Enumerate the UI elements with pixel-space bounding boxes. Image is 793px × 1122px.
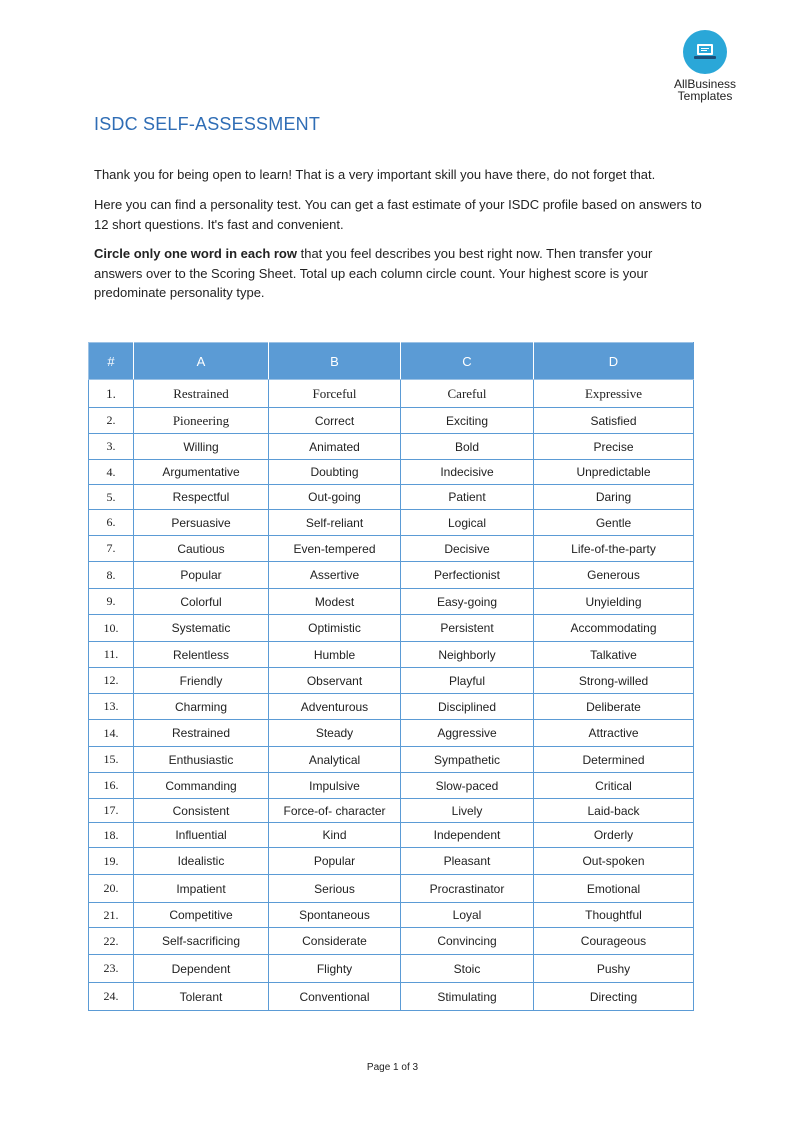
cell-a[interactable]: Enthusiastic [134,747,269,773]
cell-d[interactable]: Directing [534,983,694,1011]
cell-b[interactable]: Conventional [269,983,401,1011]
row-number: 19. [89,848,134,875]
cell-a[interactable]: Pioneering [134,408,269,434]
cell-c[interactable]: Sympathetic [401,747,534,773]
row-number: 21. [89,903,134,928]
row-number: 3. [89,434,134,460]
row-number: 8. [89,562,134,589]
row-number: 22. [89,928,134,955]
cell-b[interactable]: Self-reliant [269,510,401,536]
cell-b[interactable]: Even-tempered [269,536,401,562]
cell-b[interactable]: Steady [269,720,401,747]
cell-c[interactable]: Logical [401,510,534,536]
cell-d[interactable]: Daring [534,485,694,510]
cell-d[interactable]: Talkative [534,642,694,668]
cell-b[interactable]: Force-of- character [269,799,401,823]
cell-c[interactable]: Aggressive [401,720,534,747]
header-column-b: B [269,343,401,380]
page-number: Page 1 of 3 [366,1062,419,1073]
table-row [89,823,694,848]
cell-b[interactable]: Analytical [269,747,401,773]
table-row [89,380,694,408]
header-column-a: A [134,343,269,380]
row-number: 18. [89,823,134,848]
cell-a[interactable]: Friendly [134,668,269,694]
row-number: 9. [89,589,134,615]
cell-b[interactable]: Spontaneous [269,903,401,928]
table-row [89,694,694,720]
document-title: ISDC SELF-ASSESSMENT [94,114,321,134]
table-row [89,903,694,928]
cell-b[interactable]: Forceful [269,380,401,408]
row-number: 15. [89,747,134,773]
cell-d[interactable]: Satisfied [534,408,694,434]
row-number: 14. [89,720,134,747]
cell-c[interactable]: Perfectionist [401,562,534,589]
cell-d[interactable]: Orderly [534,823,694,848]
cell-a[interactable]: Popular [134,562,269,589]
cell-a[interactable]: Cautious [134,536,269,562]
cell-d[interactable]: Unyielding [534,589,694,615]
laptop-icon [694,43,716,61]
cell-d[interactable]: Critical [534,773,694,799]
table-row [89,589,694,615]
row-number: 7. [89,536,134,562]
circle-instruction-rest: that you feel describes you best right now. Then transfer your answers over to the Scoring Sheet. Total up each column circle count. Your highest score is your predominate personality type. [94,246,653,300]
cell-d[interactable]: Strong-willed [534,668,694,694]
cell-a[interactable]: Systematic [134,615,269,642]
row-number: 24. [89,983,134,1011]
row-number: 23. [89,955,134,983]
table-row [89,434,694,460]
cell-c[interactable]: Convincing [401,928,534,955]
row-number: 12. [89,668,134,694]
circle-instructions-paragraph [94,244,704,303]
row-number: 4. [89,460,134,485]
cell-b[interactable]: Observant [269,668,401,694]
cell-d[interactable]: Deliberate [534,694,694,720]
cell-b[interactable]: Out-going [269,485,401,510]
cell-a[interactable]: Restrained [134,380,269,408]
cell-d[interactable]: Emotional [534,875,694,903]
cell-d[interactable]: Accommodating [534,615,694,642]
cell-d[interactable]: Generous [534,562,694,589]
table-row [89,536,694,562]
cell-c[interactable]: Decisive [401,536,534,562]
cell-c[interactable]: Careful [401,380,534,408]
cell-d[interactable]: Courageous [534,928,694,955]
cell-c[interactable]: Stimulating [401,983,534,1011]
cell-a[interactable]: Argumentative [134,460,269,485]
cell-a[interactable]: Commanding [134,773,269,799]
cell-a[interactable]: Dependent [134,955,269,983]
cell-a[interactable]: Competitive [134,903,269,928]
cell-c[interactable]: Slow-paced [401,773,534,799]
cell-b[interactable]: Assertive [269,562,401,589]
row-number: 2. [89,408,134,434]
cell-b[interactable]: Impulsive [269,773,401,799]
cell-c[interactable]: Easy-going [401,589,534,615]
cell-d[interactable]: Precise [534,434,694,460]
cell-b[interactable]: Modest [269,589,401,615]
cell-a[interactable]: Willing [134,434,269,460]
cell-a[interactable]: Relentless [134,642,269,668]
cell-b[interactable]: Humble [269,642,401,668]
cell-b[interactable]: Kind [269,823,401,848]
table-row [89,460,694,485]
cell-c[interactable]: Lively [401,799,534,823]
table-row [89,799,694,823]
cell-b[interactable]: Considerate [269,928,401,955]
cell-a[interactable]: Respectful [134,485,269,510]
cell-c[interactable]: Stoic [401,955,534,983]
table-row [89,720,694,747]
cell-c[interactable]: Disciplined [401,694,534,720]
cell-c[interactable]: Independent [401,823,534,848]
table-header-row [89,343,694,380]
logo-text-line2: Templates [677,89,733,103]
cell-b[interactable]: Animated [269,434,401,460]
row-number: 16. [89,773,134,799]
circle-instruction-bold: Circle only one word in each row [94,246,297,261]
row-number: 17. [89,799,134,823]
table-row [89,485,694,510]
cell-a[interactable]: Impatient [134,875,269,903]
cell-b[interactable]: Flighty [269,955,401,983]
logo-badge [683,30,727,74]
cell-a[interactable]: Restrained [134,720,269,747]
cell-d[interactable]: Attractive [534,720,694,747]
cell-c[interactable]: Pleasant [401,848,534,875]
table-row [89,615,694,642]
row-number: 10. [89,615,134,642]
cell-b[interactable]: Doubting [269,460,401,485]
row-number: 13. [89,694,134,720]
cell-d[interactable]: Pushy [534,955,694,983]
header-number: # [89,343,134,380]
table-row [89,928,694,955]
brand-logo [672,30,738,102]
cell-a[interactable]: Consistent [134,799,269,823]
cell-d[interactable]: Gentle [534,510,694,536]
logo-text-line1: AllBusiness [673,77,737,91]
table-row [89,668,694,694]
table-row [89,510,694,536]
table-row [89,773,694,799]
cell-a[interactable]: Idealistic [134,848,269,875]
cell-c[interactable]: Procrastinator [401,875,534,903]
cell-c[interactable]: Indecisive [401,460,534,485]
cell-a[interactable]: Self-sacrificing [134,928,269,955]
cell-c[interactable]: Playful [401,668,534,694]
table-row [89,642,694,668]
header-column-d: D [534,343,694,380]
row-number: 11. [89,642,134,668]
intro-paragraph: Thank you for being open to learn! That is a very important skill you have there, do not forget that. [94,167,656,182]
cell-c[interactable]: Bold [401,434,534,460]
cell-b[interactable]: Popular [269,848,401,875]
cell-b[interactable]: Serious [269,875,401,903]
cell-d[interactable]: Laid-back [534,799,694,823]
cell-a[interactable]: Tolerant [134,983,269,1011]
table-row [89,983,694,1011]
table-row [89,747,694,773]
cell-b[interactable]: Correct [269,408,401,434]
cell-c[interactable]: Patient [401,485,534,510]
cell-d[interactable]: Expressive [534,380,694,408]
cell-a[interactable]: Colorful [134,589,269,615]
table-row [89,955,694,983]
instructions-paragraph: Here you can find a personality test. You can get a fast estimate of your ISDC profile based on answers to 12 short questions. It's fast and convenient. [94,197,702,232]
cell-d[interactable]: Determined [534,747,694,773]
cell-d[interactable]: Life-of-the-party [534,536,694,562]
table-row [89,408,694,434]
cell-a[interactable]: Influential [134,823,269,848]
table-row [89,875,694,903]
header-column-c: C [401,343,534,380]
table-row [89,562,694,589]
table-row [89,848,694,875]
row-number: 20. [89,875,134,903]
cell-c[interactable]: Persistent [401,615,534,642]
cell-b[interactable]: Optimistic [269,615,401,642]
cell-d[interactable]: Out-spoken [534,848,694,875]
cell-a[interactable]: Charming [134,694,269,720]
row-number: 1. [89,380,134,408]
cell-d[interactable]: Thoughtful [534,903,694,928]
cell-c[interactable]: Loyal [401,903,534,928]
assessment-table [88,342,694,1011]
cell-d[interactable]: Unpredictable [534,460,694,485]
row-number: 5. [89,485,134,510]
cell-c[interactable]: Neighborly [401,642,534,668]
cell-c[interactable]: Exciting [401,408,534,434]
cell-b[interactable]: Adventurous [269,694,401,720]
row-number: 6. [89,510,134,536]
cell-a[interactable]: Persuasive [134,510,269,536]
